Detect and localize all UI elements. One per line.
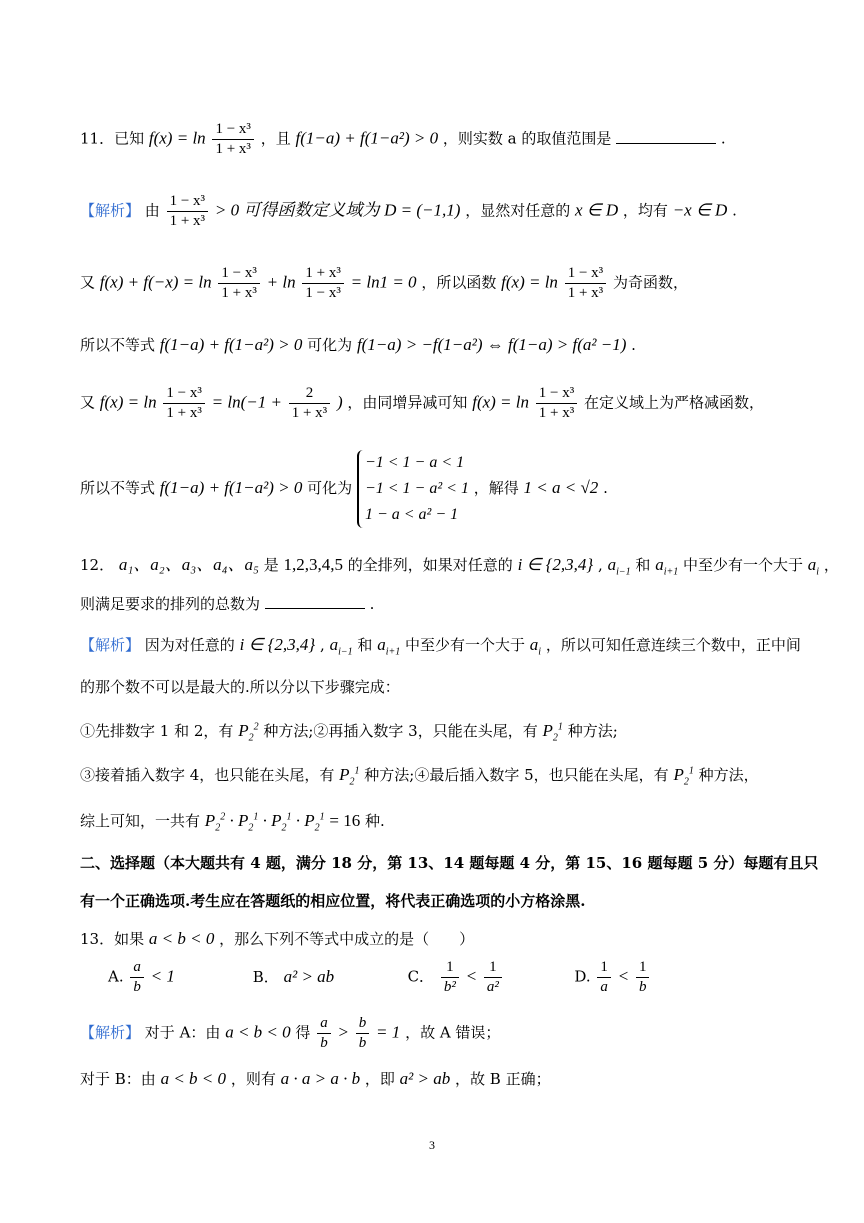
sol12-line3: ①先排数字 1 和 2，有 $P_2^2$ 种方法;②再插入数字 3，只能在头尾，有 $P_2^1$ 种方法;	[80, 721, 618, 744]
answer-blank	[265, 596, 365, 609]
q12-line2: 则满足要求的排列的总数为 .	[80, 595, 375, 613]
answer-blank	[616, 131, 716, 144]
solution-tag: 【解析】	[80, 1023, 141, 1042]
fraction: $\frac{\text{1 − x³}}{\text{1 + x³}}$	[212, 122, 253, 157]
q13-stem: 13．如果 a < b < 0 ，那么下列不等式中成立的是（ ）	[80, 929, 475, 948]
option-a: A. $\frac{a}{b}$ < 1	[108, 959, 175, 995]
sol11-line3: 所以不等式 f(1−a) + f(1−a²) > 0 可化为 f(1−a) > −f(1−a²) ⇔ f(1−a) > f(a² −1) .	[80, 335, 636, 354]
option-b: B． a² > ab	[252, 966, 335, 986]
sol11-line4: 又 f(x) = ln $\frac{\text{1 − x³}}{\text{1 + x³}}$ = ln(−1 + $\frac{2}{\text{1 + x³}}$ ) ，由同增异减可知 f(x) = ln $\frac{\text{1 − x³}}{\text{1 + x³}}$ 在定义域上为严格减函数，	[80, 385, 765, 421]
case-system: −1 < 1 − a < 1 −1 < 1 − a² < 1 1 − a < a² − 1	[357, 450, 469, 528]
fraction: $\frac{\text{1 − x³}}{\text{1 + x³}}$	[536, 386, 577, 421]
fraction: $\frac{2}{\text{1 + x³}}$	[289, 386, 330, 421]
sol12-line1: 【解析】 因为对任意的 i ∈ {2,3,4} , $a_{i-1}$ 和 $a_{i+1}$ 中至少有一个大于 $a_i$ ，所以可知任意连续三个数中，正中间	[80, 635, 801, 658]
fraction: $\frac{\text{1 − x³}}{\text{1 + x³}}$	[163, 386, 204, 421]
sol12-line2: 的那个数不可以是最大的.所以分以下步骤完成：	[80, 678, 400, 696]
sol11-line2: 又 f(x) + f(−x) = ln $\frac{\text{1 − x³}}{\text{1 + x³}}$ + ln $\frac{\text{1 + x³}}{\text{1 − x³}}$ = ln1 = 0 ，所以函数 f(x) = ln $\frac{\text{1 − x³}}{\text{1 + x³}}$ 为奇函数，	[80, 265, 688, 301]
q13-options	[108, 960, 714, 995]
fraction: $\frac{\text{1 − x³}}{\text{1 + x³}}$	[167, 194, 208, 229]
fraction: $\frac{\text{1 − x³}}{\text{1 + x³}}$	[565, 266, 606, 301]
a-i-plus-1: $a_{i+1}$	[377, 635, 401, 658]
section2-line2: 有一个正确选项.考生应在答题纸的相应位置，将代表正确选项的小方格涂黑.	[80, 892, 586, 910]
a-i-minus-1: $a_{i-1}$	[607, 555, 631, 578]
option-d: D. $\frac{1}{a}$ < $\frac{1}{b}$	[574, 960, 714, 995]
sol13-line1: 【解析】 对于 A：由 a < b < 0 得 $\frac{a}{b}$ > $\frac{b}{b}$ = 1 ，故 A 错误；	[80, 1015, 501, 1051]
section2-line1: 二、选择题（本大题共有 4 题，满分 18 分，第 13、14 题每题 4 分，第 15、16 题每题 5 分）每题有且只	[80, 854, 819, 872]
solution-tag: 【解析】	[80, 636, 141, 654]
a-i: $a_i$	[807, 555, 820, 578]
perm-product: $P_2^2 \cdot P_2^1 \cdot P_2^1 \cdot P_2^1$	[204, 811, 325, 834]
sol12-line4: ③接着插入数字 4，也只能在头尾，有 $P_2^1$ 种方法;④最后插入数字 5，也只能在头尾，有 $P_2^1$ 种方法，	[80, 765, 759, 788]
sol11-line5: 所以不等式 f(1−a) + f(1−a²) > 0 可化为 −1 < 1 − a < 1 −1 < 1 − a² < 1 1 − a < a² − 1 ，解得 1 < a < √2 .	[80, 450, 608, 528]
fraction: $\frac{a}{b}$	[317, 1016, 331, 1051]
perm-p21: $P_2^1$	[542, 721, 563, 744]
a-i-plus-1: $a_{i+1}$	[655, 555, 679, 578]
page-number: 3	[429, 1138, 435, 1152]
sol11-line1: 【解析】 由 $\frac{\text{1 − x³}}{\text{1 + x³}}$ > 0 可得函数定义域为 D = (−1,1) ，显然对任意的 x ∈ D ，均有 −x ∈ D .	[80, 193, 737, 229]
q12-line1: 12． a₁、a₂、a₃、a₄、a₅ 是 1,2,3,4,5 的全排列，如果对任意的 i ∈ {2,3,4} , $a_{i-1}$ 和 $a_{i+1}$ 中至少有一个大于 $a_i$ ，	[80, 555, 839, 578]
perm-p21: $P_2^1$	[339, 765, 360, 788]
a-i-minus-1: $a_{i-1}$	[329, 635, 353, 658]
fraction: $\frac{b}{b}$	[356, 1016, 370, 1051]
sol13-line2: 对于 B：由 a < b < 0 ，则有 a · a > a · b ，即 a² > ab ，故 B 正确；	[80, 1069, 551, 1088]
fraction: $\frac{\text{1 + x³}}{\text{1 − x³}}$	[302, 266, 343, 301]
q11-stem: 11．已知 f(x) = ln $\frac{\text{1 − x³}}{\text{1 + x³}}$ ，且 f(1−a) + f(1−a²) > 0 ，则实数 a 的取值范围是 .	[80, 121, 726, 157]
sol12-line5: 综上可知，一共有 $P_2^2 \cdot P_2^1 \cdot P_2^1 \cdot P_2^1 = 16$ 种.	[80, 811, 385, 834]
perm-p22: $P_2^2$	[238, 721, 259, 744]
a-i: $a_i$	[529, 635, 542, 658]
solution-tag: 【解析】	[80, 201, 141, 220]
option-c: C． $\frac{1}{\text{b²}}$ < $\frac{1}{\text{a²}}$	[408, 960, 570, 995]
perm-p21: $P_2^1$	[673, 765, 694, 788]
fraction: $\frac{\text{1 − x³}}{\text{1 + x³}}$	[218, 266, 259, 301]
